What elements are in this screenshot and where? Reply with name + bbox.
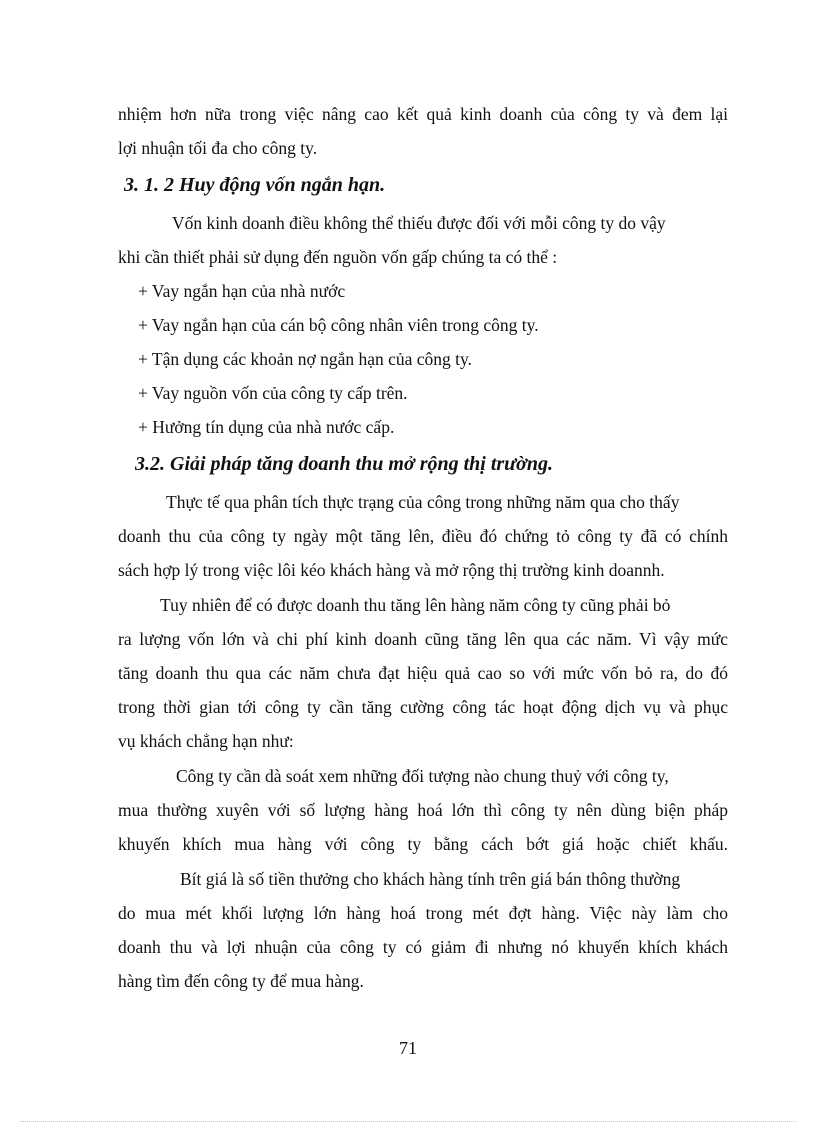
paragraph-line: khi cần thiết phải sử dụng đến nguồn vốn gấp chúng ta có thể : bbox=[118, 247, 558, 267]
paragraph-line: doanh thu và lợi nhuận của công ty có giảm đi nhưng nó khuyến khích khách bbox=[118, 937, 728, 957]
section-heading-3-1-2: 3. 1. 2 Huy động vốn ngắn hạn. bbox=[124, 174, 386, 196]
list-item: + Vay nguồn vốn của công ty cấp trên. bbox=[138, 383, 408, 403]
list-item: + Tận dụng các khoản nợ ngắn hạn của công ty. bbox=[138, 349, 473, 369]
section-heading-3-2: 3.2. Giải pháp tăng doanh thu mở rộng thị trường. bbox=[135, 453, 554, 475]
paragraph-line: Vốn kinh doanh điều không thể thiếu được đối với mỗi công ty do vậy bbox=[172, 213, 666, 233]
list-item: + Vay ngắn hạn của cán bộ công nhân viên trong công ty. bbox=[138, 315, 539, 335]
list-item: + Hưởng tín dụng của nhà nước cấp. bbox=[138, 417, 395, 437]
footer-divider bbox=[20, 1121, 796, 1122]
text-line: nhiệm hơn nữa trong việc nâng cao kết quả kinh doanh của công ty và đem lại bbox=[118, 104, 728, 124]
paragraph-line: doanh thu của công ty ngày một tăng lên, điều đó chứng tỏ công ty đã có chính bbox=[118, 526, 728, 546]
paragraph-line: Thực tế qua phân tích thực trạng của công trong những năm qua cho thấy bbox=[166, 492, 680, 512]
paragraph-line: mua thường xuyên với số lượng hàng hoá lớn thì công ty nên dùng biện pháp bbox=[118, 800, 728, 820]
page-number: 71 bbox=[399, 1038, 417, 1058]
paragraph-line: do mua mét khối lượng lớn hàng hoá trong mét đợt hàng. Việc này làm cho bbox=[118, 903, 728, 923]
paragraph-line: Tuy nhiên để có được doanh thu tăng lên hàng năm công ty cũng phải bỏ bbox=[160, 595, 671, 615]
paragraph-line: khuyến khích mua hàng với công ty bằng cách bớt giá hoặc chiết khấu. bbox=[118, 834, 728, 854]
paragraph-line: hàng tìm đến công ty để mua hàng. bbox=[118, 971, 364, 991]
list-item: + Vay ngắn hạn của nhà nước bbox=[138, 281, 346, 301]
paragraph-line: sách hợp lý trong việc lôi kéo khách hàng và mở rộng thị trường kinh doannh. bbox=[118, 560, 665, 580]
text-line: lợi nhuận tối đa cho công ty. bbox=[118, 138, 318, 158]
paragraph-line: ra lượng vốn lớn và chi phí kinh doanh cũng tăng lên qua các năm. Vì vậy mức bbox=[118, 629, 728, 649]
paragraph-line: Công ty cần dà soát xem những đối tượng nào chung thuỷ với công ty, bbox=[176, 766, 669, 786]
paragraph-line: Bít giá là số tiền thưởng cho khách hàng tính trên giá bán thông thường bbox=[180, 869, 681, 889]
paragraph-line: vụ khách chẳng hạn như: bbox=[118, 731, 294, 751]
paragraph-line: trong thời gian tới công ty cần tăng cường công tác hoạt động dịch vụ và phục bbox=[118, 697, 728, 717]
paragraph-line: tăng doanh thu qua các năm chưa đạt hiệu quả cao so với mức vốn bỏ ra, do đó bbox=[118, 663, 728, 683]
